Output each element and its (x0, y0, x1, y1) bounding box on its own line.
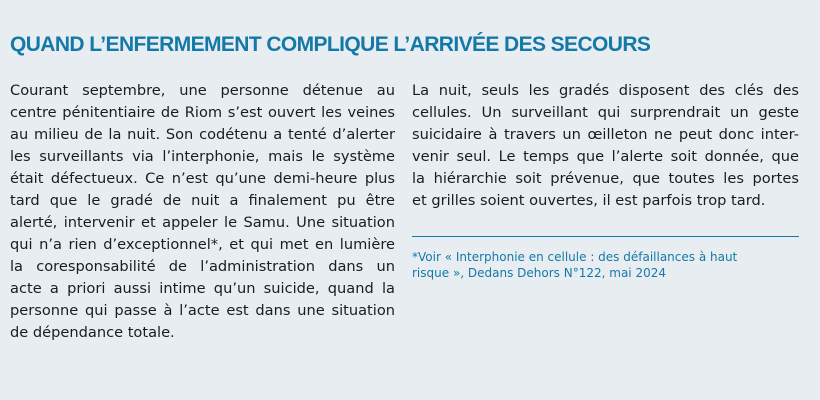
text-line: qui n’a rien d’exceptionnel*, et qui met en lumière (10, 236, 395, 253)
text-line: la hiérarchie soit prévenue, que toutes les portes (412, 170, 799, 187)
text-line: venir seul. Le temps que l’alerte soit donnée, que (412, 148, 799, 165)
article-headline: QUAND L’ENFERMEMENT COMPLIQUE L’ARRIVÉE DES SECOURS (10, 33, 651, 56)
footnote (412, 250, 802, 281)
text-line: tard que le gradé de nuit a finalement pu être (10, 192, 395, 209)
text-line: Courant septembre, une personne détenue au (10, 82, 395, 99)
text-line: de dépendance totale. (10, 324, 175, 341)
text-line: au milieu de la nuit. Son codétenu a tenté d’alerter (10, 126, 395, 143)
text-line: acte a priori aussi intime qu’un suicide, quand la (10, 280, 395, 297)
text-line: et grilles soient ouvertes, il est parfois trop tard. (412, 192, 766, 209)
text-line: les surveillants via l’interphonie, mais le système (10, 148, 395, 165)
article-column-right (412, 80, 799, 212)
paragraph-right (412, 80, 799, 212)
paragraph-left (10, 80, 395, 344)
text-line: cellules. Un surveillant qui surprendrait un geste (412, 104, 799, 121)
text-line: La nuit, seuls les gradés disposent des clés des (412, 82, 799, 99)
footnote-line: risque », Dedans Dehors N°122, mai 2024 (412, 265, 666, 280)
footnote-line: *Voir « Interphonie en cellule : des défaillances à haut (412, 250, 738, 264)
text-line: personne qui passe à l’acte est dans une situation (10, 302, 395, 319)
article-column-left (10, 80, 395, 344)
footnote-divider (412, 236, 799, 237)
text-line: alerté, intervenir et appeler le Samu. Une situation (10, 214, 395, 231)
text-line: la coresponsabilité de l’administration dans un (10, 258, 395, 275)
text-line: suicidaire à travers un œilleton ne peut donc inter- (412, 126, 799, 143)
text-line: centre pénitentiaire de Riom s’est ouvert les veines (10, 104, 395, 121)
text-line: était défectueux. Ce n’est qu’une demi-heure plus (10, 170, 395, 187)
